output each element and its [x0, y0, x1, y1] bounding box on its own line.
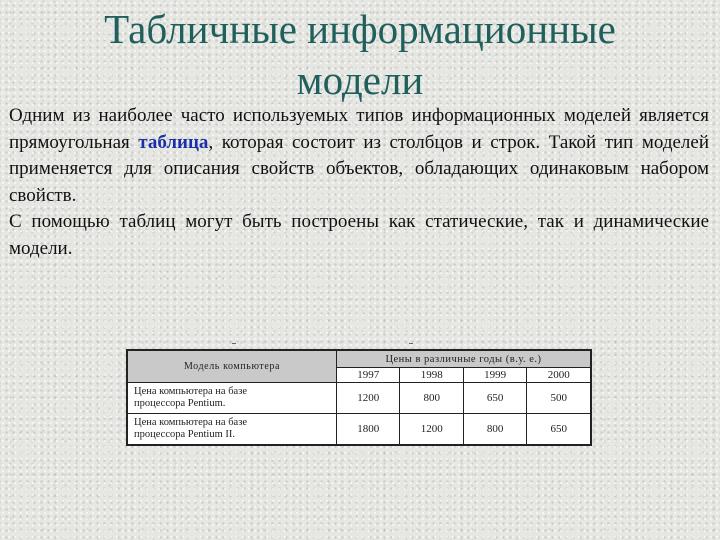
prices-column-header: Цены в различные годы (в.у. е.) — [337, 351, 591, 368]
slide-title-line-2: модели — [296, 57, 424, 103]
model-text: Цена компьютера на базе — [134, 417, 248, 428]
slide-title-line-1: Табличные информационные — [104, 6, 616, 52]
price-cell: 1200 — [337, 383, 400, 414]
slide-title — [40, 4, 680, 106]
model-text: процессора Pentium. — [134, 398, 226, 409]
scan-artifact — [232, 343, 236, 344]
price-cell: 800 — [400, 383, 463, 414]
year-header: 2000 — [527, 368, 591, 383]
year-header: 1997 — [337, 368, 400, 383]
model-text: процессора Pentium II. — [134, 429, 236, 440]
table-row — [128, 383, 591, 414]
year-header: 1998 — [400, 368, 463, 383]
year-header: 1999 — [463, 368, 526, 383]
model-text: Цена компьютера на базе — [134, 386, 248, 397]
model-cell — [128, 414, 337, 445]
paragraph-models: С помощью таблиц могут быть построены как статические, так и динамические модели. — [9, 211, 709, 259]
price-cell: 500 — [527, 383, 591, 414]
price-cell: 1200 — [400, 414, 463, 445]
table-header-row — [128, 351, 591, 368]
paragraph-intro — [9, 103, 709, 209]
scan-artifact — [409, 343, 413, 344]
model-cell — [128, 383, 337, 414]
paragraph-intro-end: , которая состоит из столбцов и строк. Такой тип моделей применяется для описания свойств объектов, обладающих одинаковым набором свойств. — [9, 131, 710, 206]
price-cell: 650 — [527, 414, 591, 445]
paragraph-intro-start: Одним из наиболее часто используемых типов информационных моделей является прямоугольная — [9, 105, 709, 153]
price-cell: 800 — [463, 414, 526, 445]
price-cell: 1800 — [337, 414, 400, 445]
table-row — [128, 414, 591, 445]
example-table-image — [126, 349, 592, 446]
model-column-header: Модель компьютера — [128, 351, 337, 383]
highlighted-term: таблица — [138, 131, 209, 153]
price-table — [127, 350, 591, 445]
slide-body — [9, 103, 709, 262]
price-cell: 650 — [463, 383, 526, 414]
